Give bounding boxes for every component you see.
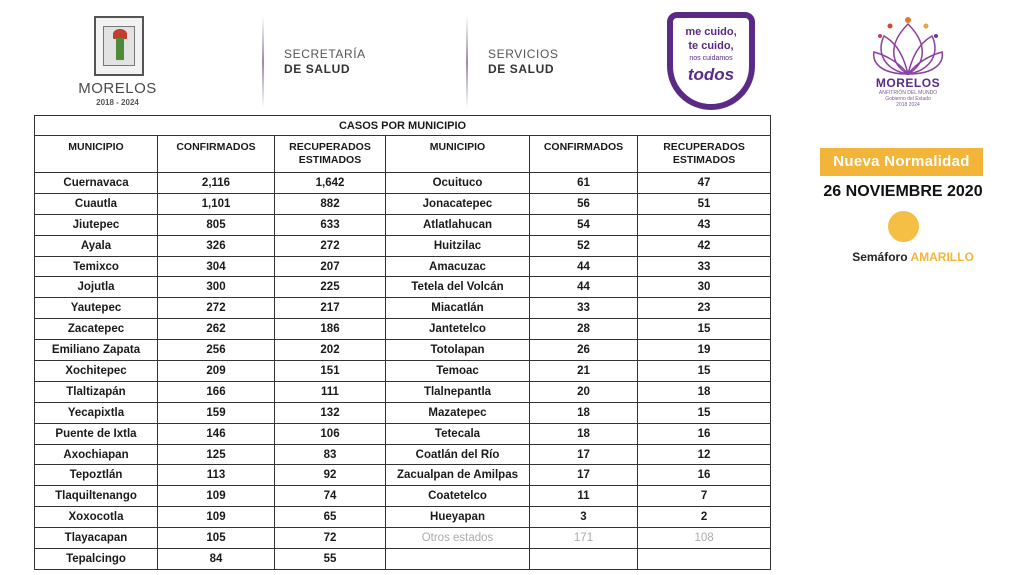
recuperados-cell: 1,642 (275, 173, 386, 194)
municipio-cell: Jantetelco (386, 319, 530, 340)
confirmados-cell: 28 (530, 319, 638, 340)
recuperados-cell: 92 (275, 465, 386, 486)
confirmados-cell: 3 (530, 507, 638, 528)
confirmados-cell: 304 (158, 256, 275, 277)
recuperados-line2: ESTIMADOS (672, 154, 736, 166)
campaign-line4: todos (687, 65, 735, 84)
municipio-cell: Coatetelco (386, 486, 530, 507)
recuperados-cell: 225 (275, 277, 386, 298)
recuperados-cell: 15 (638, 319, 771, 340)
confirmados-cell: 52 (530, 235, 638, 256)
municipio-cell: Ocuituco (386, 173, 530, 194)
municipio-cell: Miacatlán (386, 298, 530, 319)
table-row (35, 361, 771, 382)
confirmados-cell: 2,116 (158, 173, 275, 194)
municipio-cell: Temixco (35, 256, 158, 277)
recuperados-cell: 272 (275, 235, 386, 256)
campaign-logo (667, 12, 755, 110)
confirmados-cell: 256 (158, 340, 275, 361)
recuperados-cell: 51 (638, 193, 771, 214)
confirmados-cell: 300 (158, 277, 275, 298)
cases-table-container (34, 115, 770, 575)
dept1-line2: DE SALUD (284, 62, 351, 76)
municipio-cell: Totolapan (386, 340, 530, 361)
right-logo-subtitle (862, 90, 954, 108)
municipio-cell (386, 549, 530, 570)
municipio-cell: Zacatepec (35, 319, 158, 340)
municipio-cell: Axochiapan (35, 444, 158, 465)
confirmados-cell: 109 (158, 507, 275, 528)
right-logo-sub2: Gobierno del Estado (885, 96, 931, 102)
confirmados-cell: 272 (158, 298, 275, 319)
confirmados-cell: 125 (158, 444, 275, 465)
municipio-cell: Temoac (386, 361, 530, 382)
municipio-cell: Atlatlahucan (386, 214, 530, 235)
dept1-line1: SECRETARÍA (284, 47, 366, 61)
morelos-years: 2018 - 2024 (96, 98, 139, 107)
municipio-cell: Otros estados (386, 528, 530, 549)
recuperados-cell: 15 (638, 361, 771, 382)
recuperados-cell: 7 (638, 486, 771, 507)
col-header-confirmados: CONFIRMADOS (158, 136, 275, 173)
confirmados-cell: 61 (530, 173, 638, 194)
col-header-confirmados: CONFIRMADOS (530, 136, 638, 173)
recuperados-cell (638, 549, 771, 570)
col-header-recuperados (275, 136, 386, 173)
confirmados-cell: 54 (530, 214, 638, 235)
table-row (35, 173, 771, 194)
nueva-normalidad-badge: Nueva Normalidad (820, 148, 983, 176)
recuperados-line1: RECUPERADOS (663, 141, 745, 153)
municipio-cell: Tlayacapan (35, 528, 158, 549)
recuperados-line1: RECUPERADOS (289, 141, 371, 153)
secretaria-salud-logo (284, 47, 366, 77)
municipio-cell: Jonacatepec (386, 193, 530, 214)
municipio-cell: Jojutla (35, 277, 158, 298)
municipio-cell: Tlaltizapán (35, 381, 158, 402)
municipio-cell: Huitzilac (386, 235, 530, 256)
state-coat-of-arms (94, 16, 144, 76)
morelos-label: MORELOS (78, 80, 157, 97)
recuperados-cell: 18 (638, 381, 771, 402)
recuperados-cell: 882 (275, 193, 386, 214)
table-row (35, 214, 771, 235)
municipio-cell: Ayala (35, 235, 158, 256)
table-row (35, 381, 771, 402)
confirmados-cell (530, 549, 638, 570)
header-divider (466, 16, 468, 108)
semaforo-light (888, 211, 919, 242)
confirmados-cell: 11 (530, 486, 638, 507)
morelos-lotus-logo (870, 14, 946, 78)
recuperados-cell: 47 (638, 173, 771, 194)
servicios-salud-logo (488, 47, 559, 77)
confirmados-cell: 209 (158, 361, 275, 382)
municipio-cell: Tlaquiltenango (35, 486, 158, 507)
confirmados-cell: 262 (158, 319, 275, 340)
confirmados-cell: 113 (158, 465, 275, 486)
campaign-line2: te cuido, (688, 40, 734, 52)
recuperados-cell: 15 (638, 402, 771, 423)
municipio-cell: Cuernavaca (35, 173, 158, 194)
municipio-cell: Jiutepec (35, 214, 158, 235)
cases-by-municipality-table (34, 115, 771, 570)
table-row (35, 423, 771, 444)
municipio-cell: Yecapixtla (35, 402, 158, 423)
recuperados-cell: 633 (275, 214, 386, 235)
table-row (35, 507, 771, 528)
recuperados-cell: 151 (275, 361, 386, 382)
right-logo-title: MORELOS (875, 76, 941, 90)
municipio-cell: Puente de Ixtla (35, 423, 158, 444)
municipio-cell: Coatlán del Río (386, 444, 530, 465)
table-row (35, 235, 771, 256)
campaign-line1: me cuido, (685, 26, 737, 38)
confirmados-cell: 17 (530, 444, 638, 465)
municipio-cell: Zacualpan de Amilpas (386, 465, 530, 486)
recuperados-cell: 202 (275, 340, 386, 361)
recuperados-cell: 19 (638, 340, 771, 361)
col-header-municipio: MUNICIPIO (386, 136, 530, 173)
confirmados-cell: 33 (530, 298, 638, 319)
confirmados-cell: 105 (158, 528, 275, 549)
table-title: CASOS POR MUNICIPIO (35, 116, 771, 136)
table-header-row (35, 136, 771, 173)
municipio-cell: Tepalcingo (35, 549, 158, 570)
confirmados-cell: 18 (530, 402, 638, 423)
confirmados-cell: 109 (158, 486, 275, 507)
table-row (35, 256, 771, 277)
municipio-cell: Cuautla (35, 193, 158, 214)
recuperados-cell: 30 (638, 277, 771, 298)
col-header-municipio: MUNICIPIO (35, 136, 158, 173)
confirmados-cell: 146 (158, 423, 275, 444)
header-divider (262, 16, 264, 108)
municipio-cell: Amacuzac (386, 256, 530, 277)
municipio-cell: Tepoztlán (35, 465, 158, 486)
semaforo-status (806, 250, 1020, 264)
recuperados-line2: ESTIMADOS (298, 154, 362, 166)
municipio-cell: Hueyapan (386, 507, 530, 528)
table-row (35, 193, 771, 214)
confirmados-cell: 84 (158, 549, 275, 570)
table-row (35, 444, 771, 465)
confirmados-cell: 166 (158, 381, 275, 402)
recuperados-cell: 111 (275, 381, 386, 402)
recuperados-cell: 42 (638, 235, 771, 256)
recuperados-cell: 65 (275, 507, 386, 528)
recuperados-cell: 106 (275, 423, 386, 444)
municipio-cell: Yautepec (35, 298, 158, 319)
confirmados-cell: 17 (530, 465, 638, 486)
municipio-cell: Xoxocotla (35, 507, 158, 528)
municipio-cell: Mazatepec (386, 402, 530, 423)
recuperados-cell: 43 (638, 214, 771, 235)
municipio-cell: Xochitepec (35, 361, 158, 382)
municipio-cell: Tetela del Volcán (386, 277, 530, 298)
confirmados-cell: 1,101 (158, 193, 275, 214)
campaign-line3: nos cuidamos (689, 55, 733, 62)
report-date: 26 NOVIEMBRE 2020 (823, 183, 983, 200)
recuperados-cell: 16 (638, 465, 771, 486)
table-row (35, 549, 771, 570)
dept2-line1: SERVICIOS (488, 47, 559, 61)
table-body (35, 173, 771, 570)
confirmados-cell: 18 (530, 423, 638, 444)
confirmados-cell: 20 (530, 381, 638, 402)
municipio-cell: Tlalnepantla (386, 381, 530, 402)
semaforo-label: Semáforo (852, 250, 908, 264)
recuperados-cell: 72 (275, 528, 386, 549)
table-row (35, 340, 771, 361)
recuperados-cell: 2 (638, 507, 771, 528)
recuperados-cell: 186 (275, 319, 386, 340)
right-logo-sub3: 2018 2024 (896, 102, 920, 108)
semaforo-value: AMARILLO (910, 250, 974, 264)
recuperados-cell: 55 (275, 549, 386, 570)
confirmados-cell: 805 (158, 214, 275, 235)
table-row (35, 402, 771, 423)
confirmados-cell: 159 (158, 402, 275, 423)
recuperados-cell: 33 (638, 256, 771, 277)
recuperados-cell: 74 (275, 486, 386, 507)
recuperados-cell: 217 (275, 298, 386, 319)
recuperados-cell: 16 (638, 423, 771, 444)
table-row (35, 528, 771, 549)
right-logo-sub1: ANFITRIÓN DEL MUNDO (878, 90, 938, 96)
recuperados-cell: 23 (638, 298, 771, 319)
recuperados-cell: 108 (638, 528, 771, 549)
dept2-line2: DE SALUD (488, 62, 555, 76)
municipio-cell: Emiliano Zapata (35, 340, 158, 361)
confirmados-cell: 21 (530, 361, 638, 382)
coat-of-arms-plant (116, 38, 124, 60)
recuperados-cell: 83 (275, 444, 386, 465)
recuperados-cell: 12 (638, 444, 771, 465)
table-row (35, 277, 771, 298)
table-row (35, 298, 771, 319)
confirmados-cell: 44 (530, 277, 638, 298)
recuperados-cell: 132 (275, 402, 386, 423)
confirmados-cell: 44 (530, 256, 638, 277)
recuperados-cell: 207 (275, 256, 386, 277)
confirmados-cell: 171 (530, 528, 638, 549)
confirmados-cell: 26 (530, 340, 638, 361)
confirmados-cell: 326 (158, 235, 275, 256)
confirmados-cell: 56 (530, 193, 638, 214)
municipio-cell: Tetecala (386, 423, 530, 444)
table-title-row (35, 116, 771, 136)
table-row (35, 486, 771, 507)
table-row (35, 465, 771, 486)
col-header-recuperados (638, 136, 771, 173)
header (0, 0, 1024, 113)
table-row (35, 319, 771, 340)
